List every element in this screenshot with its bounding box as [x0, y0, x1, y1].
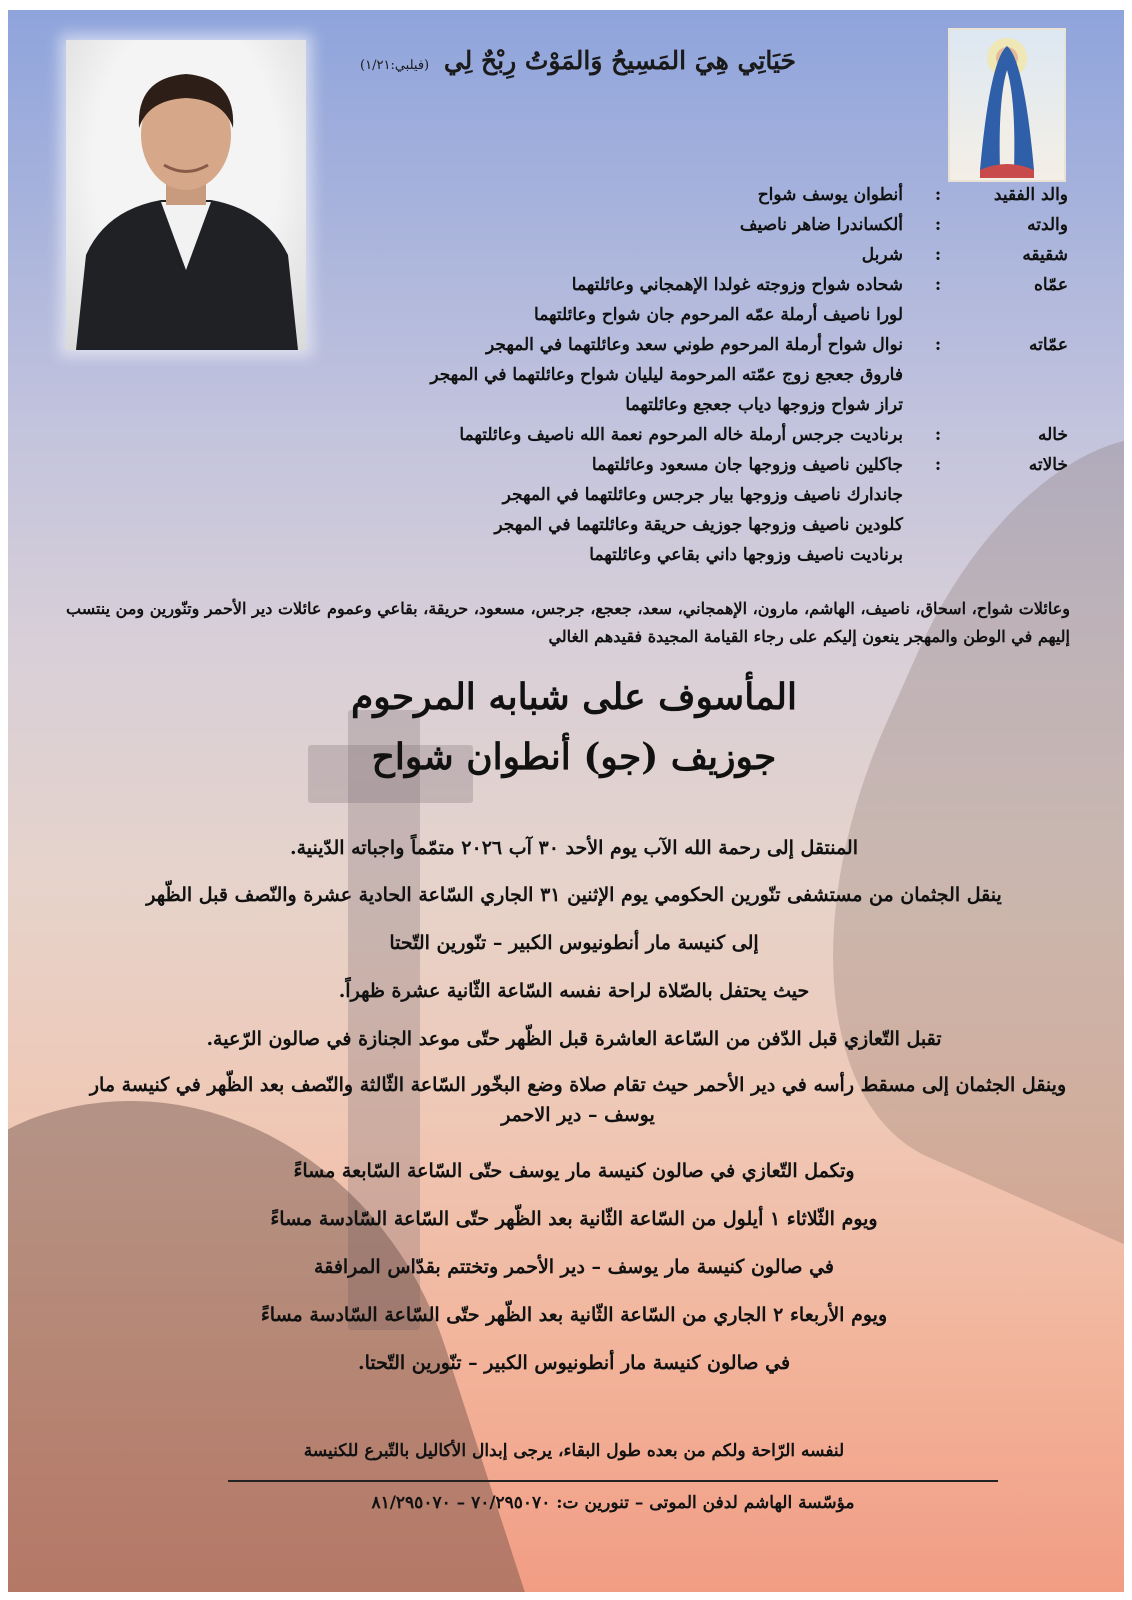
detail-line: في صالون كنيسة مار يوسف – دير الأحمر وتختتم بقدّاس المرافقة: [314, 1256, 834, 1278]
relative-name: أنطوان يوسف شواح: [757, 185, 903, 205]
relative-name: لورا ناصيف أرملة عمّه المرحوم جان شواح وعائلتهما: [534, 305, 903, 325]
detail-line: حيث يحتفل بالصّلاة لراحة نفسه السّاعة الثّانية عشرة ظهراً.: [338, 980, 810, 1002]
relation-label: والدته: [1027, 215, 1068, 235]
detail-line: ويوم الأربعاء ٢ الجاري من السّاعة الثّانية بعد الظّهر حتّى السّاعة السّادسة مساءً: [260, 1304, 888, 1326]
relative-name: شحاده شواح وزوجته غولدا الإهمجاني وعائلتهما: [571, 275, 903, 295]
relative-name: شربل: [861, 245, 903, 265]
relative-name: جاندارك ناصيف وزوجها بيار جرجس وعائلتهما في المهجر: [502, 485, 903, 505]
virgin-mary-icon: [948, 28, 1066, 182]
detail-line: المنتقل إلى رحمة الله الآب يوم الأحد ٣٠ آب ٢٠٢٦ متمّماً واجباته الدّينية.: [289, 837, 859, 859]
relative-row-maternal-aunts-cont: [308, 510, 1068, 540]
funeral-home-contact: مؤسّسة الهاشم لدفن الموتى – تنورين ت: ٧٠/٢٩٥٠٧٠ – ٨١/٢٩٥٠٧٠: [371, 1493, 855, 1513]
relative-name: برناديت جرجس أرملة خاله المرحوم نعمة الله ناصيف وعائلتهما: [459, 425, 903, 445]
relative-name: نوال شواح أرملة المرحوم طوني سعد وعائلتهما في المهجر: [485, 335, 903, 355]
relative-row-aunts: عمّاته : نوال شواح أرملة المرحوم طوني سعد وعائلتهما في المهجر: [308, 330, 1068, 360]
detail-line: ويوم الثّلاثاء ١ أيلول من السّاعة الثّانية بعد الظّهر حتّى السّاعة السّادسة مساءً: [270, 1208, 878, 1230]
relative-row-brother: شقيقه : شربل: [308, 240, 1068, 270]
relative-name: جاكلين ناصيف وزوجها جان مسعود وعائلتهما: [591, 455, 903, 475]
relative-row-maternal-aunts-cont: [308, 480, 1068, 510]
relative-row-aunts-cont: [308, 390, 1068, 420]
deceased-name: جوزيف (جو) أنطوان شواح: [371, 736, 777, 778]
relative-row-mother: والدته : ألكساندرا ضاهر ناصيف: [308, 210, 1068, 240]
obituary-page: [8, 10, 1124, 1592]
relative-row-uncles: عمّاه : شحاده شواح وزوجته غولدا الإهمجاني وعائلتهما: [308, 270, 1068, 300]
relative-row-father: والد الفقيد : أنطوان يوسف شواح: [308, 180, 1068, 210]
relative-name: كلودين ناصيف وزوجها جوزيف حريقة وعائلتهما في المهجر: [494, 515, 903, 535]
footer-divider: [228, 1480, 998, 1482]
heading-line-1: المأسوف على شبابه المرحوم: [351, 676, 797, 718]
closing-note: لنفسه الرّاحة ولكم من بعده طول البقاء، يرجى إبدال الأكاليل بالتّبرع للكنيسة: [303, 1441, 845, 1461]
detail-line: تقبل التّعازي قبل الدّفن من السّاعة العاشرة قبل الظّهر حتّى موعد الجنازة في صالون الرّعية.: [206, 1028, 942, 1050]
relative-row-aunts-cont: [308, 360, 1068, 390]
mourning-families: وعائلات شواح، اسحاق، ناصيف، الهاشم، مارون، الإهمجاني، سعد، جعجع، جرجس، مسعود، حريقة، بقاعي وعموم عائلات دير الأحمر وتنّورين ومن ينتسب إليهم في الوطن والمهجر ينعون إليكم على رجاء القيامة المجيدة فقيدهم الغالي: [65, 599, 1070, 646]
detail-line: في صالون كنيسة مار أنطونيوس الكبير – تنّورين التّحتا.: [357, 1352, 791, 1374]
relative-row-maternal-aunts: خالاته : جاكلين ناصيف وزوجها جان مسعود وعائلتهما: [308, 450, 1068, 480]
detail-line: إلى كنيسة مار أنطونيوس الكبير – تنّورين التّحتا: [389, 932, 759, 954]
detail-line: وينقل الجثمان إلى مسقط رأسه في دير الأحمر حيث تقام صلاة وضع البخّور السّاعة الثّالثة والنّصف بعد الظّهر في كنيسة مار يوسف – دير الاحمر: [89, 1074, 1067, 1126]
relative-row-maternal-uncle: خاله : برناديت جرجس أرملة خاله المرحوم نعمة الله ناصيف وعائلتهما: [308, 420, 1068, 450]
detail-line: وتكمل التّعازي في صالون كنيسة مار يوسف حتّى السّاعة السّابعة مساءً: [293, 1160, 855, 1182]
deceased-portrait: [66, 40, 306, 350]
verse-reference: (فيلبي:١/٢١): [360, 58, 430, 73]
scripture-verse: [328, 46, 828, 75]
relation-label: عمّاه: [1033, 275, 1068, 295]
relation-label: والد الفقيد: [993, 185, 1068, 205]
relative-row-uncles-cont: [308, 300, 1068, 330]
virgin-mary-image: [950, 30, 1064, 180]
detail-line: ينقل الجثمان من مستشفى تنّورين الحكومي يوم الإثنين ٣١ الجاري السّاعة الحادية عشرة والنّصف قبل الظّهر: [146, 884, 1002, 906]
relative-name: فاروق جعجع زوج عمّته المرحومة ليليان شواح وعائلتهما في المهجر: [430, 365, 903, 385]
relatives-list: [308, 180, 1068, 570]
relative-name: برناديت ناصيف وزوجها داني بقاعي وعائلتهما: [589, 545, 903, 565]
relative-name: ألكساندرا ضاهر ناصيف: [739, 215, 903, 235]
relation-label: خالاته: [1028, 455, 1068, 475]
relative-row-maternal-aunts-cont: [308, 540, 1068, 570]
relation-label: خاله: [1038, 425, 1068, 445]
portrait-image: [66, 40, 306, 350]
relative-name: تراز شواح وزوجها دياب جعجع وعائلتهما: [625, 395, 903, 415]
verse-text: حَيَاتِي هِيَ المَسِيحُ وَالمَوْتُ رِبْحٌ لِي: [443, 46, 796, 75]
relation-label: عمّاته: [1029, 335, 1068, 355]
relation-label: شقيقه: [1022, 245, 1068, 265]
